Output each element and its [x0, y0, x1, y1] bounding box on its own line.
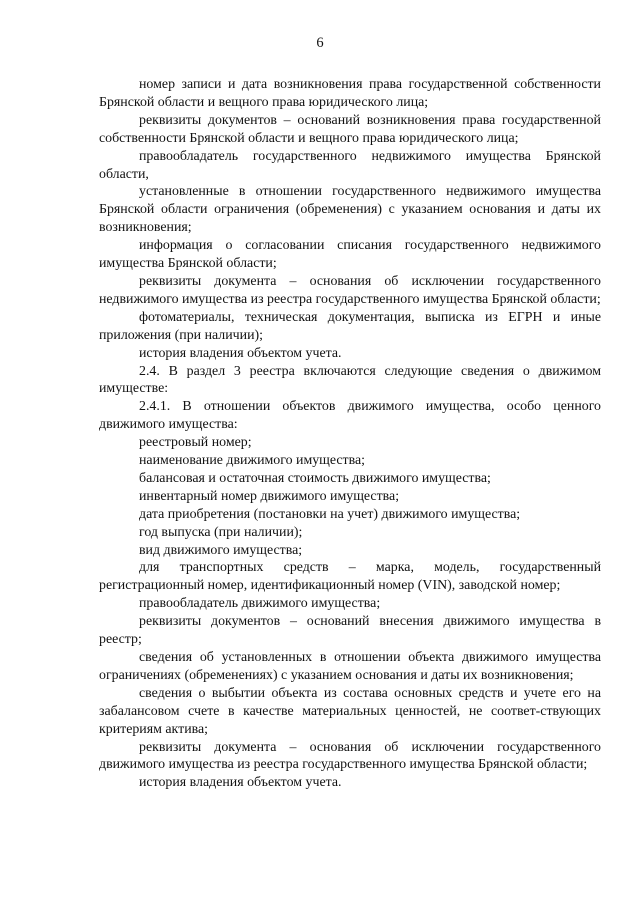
subsection-heading: 2.4.1. В отношении объектов движимого имущества, особо ценного движимого имущества:	[99, 399, 601, 433]
section-heading: 2.4. В раздел 3 реестра включаются следующие сведения о движимом имуществе:	[99, 363, 601, 397]
paragraph: сведения о выбытии объекта из состава основных средств и учете его на забалансовом счете в качестве материальных ценностей, не соответ-ствующих критериям актива;	[99, 685, 601, 737]
paragraph: вид движимого имущества;	[139, 542, 303, 558]
paragraph: балансовая и остаточная стоимость движимого имущества;	[139, 470, 491, 486]
paragraph: реквизиты документов – оснований внесения движимого имущества в реестр;	[99, 614, 601, 648]
paragraph: история владения объектом учета.	[139, 775, 342, 791]
paragraph: наименование движимого имущества;	[139, 453, 366, 469]
paragraph: правообладатель движимого имущества;	[139, 596, 381, 612]
paragraph: информация о согласовании списания государственного недвижимого имущества Брянской области;	[99, 238, 601, 272]
paragraph: инвентарный номер движимого имущества;	[139, 488, 400, 504]
paragraph: реквизиты документа – основания об исключении государственного движимого имущества из реестра государственного имущества Брянской области;	[99, 739, 601, 773]
paragraph: сведения об установленных в отношении объекта движимого имущества ограничениях (обременениях) с указанием основания и даты их возникновения;	[99, 650, 601, 683]
paragraph: год выпуска (при наличии);	[139, 524, 303, 540]
paragraph: для транспортных средств – марка, модель, государственный регистрационный номер, идентификационный номер (VIN), заводской номер;	[99, 560, 601, 594]
paragraph: реквизиты документа – основания об исключении государственного недвижимого имущества из реестра государственного имущества Брянской области;	[99, 273, 601, 307]
paragraph: номер записи и дата возникновения права государственной собственности Брянской области и вещного права юридического лица;	[99, 77, 601, 110]
paragraph: дата приобретения (постановки на учет) движимого имущества;	[139, 506, 521, 522]
paragraph: фотоматериалы, техническая документация, выписка из ЕГРН и иные приложения (при наличии);	[99, 309, 601, 343]
paragraph: реестровый номер;	[139, 435, 252, 451]
paragraph: история владения объектом учета.	[139, 345, 342, 361]
paragraph: правообладатель государственного недвижимого имущества Брянской области,	[99, 148, 601, 182]
document-body	[99, 76, 601, 792]
paragraph: реквизиты документов – оснований возникновения права государственной собственности Брянской области и вещного права юридического лица;	[99, 112, 601, 146]
page-number: 6	[316, 35, 324, 51]
paragraph: установленные в отношении государственного недвижимого имущества Брянской области ограничения (обременения) с указанием основания и даты их возникновения;	[99, 184, 601, 236]
